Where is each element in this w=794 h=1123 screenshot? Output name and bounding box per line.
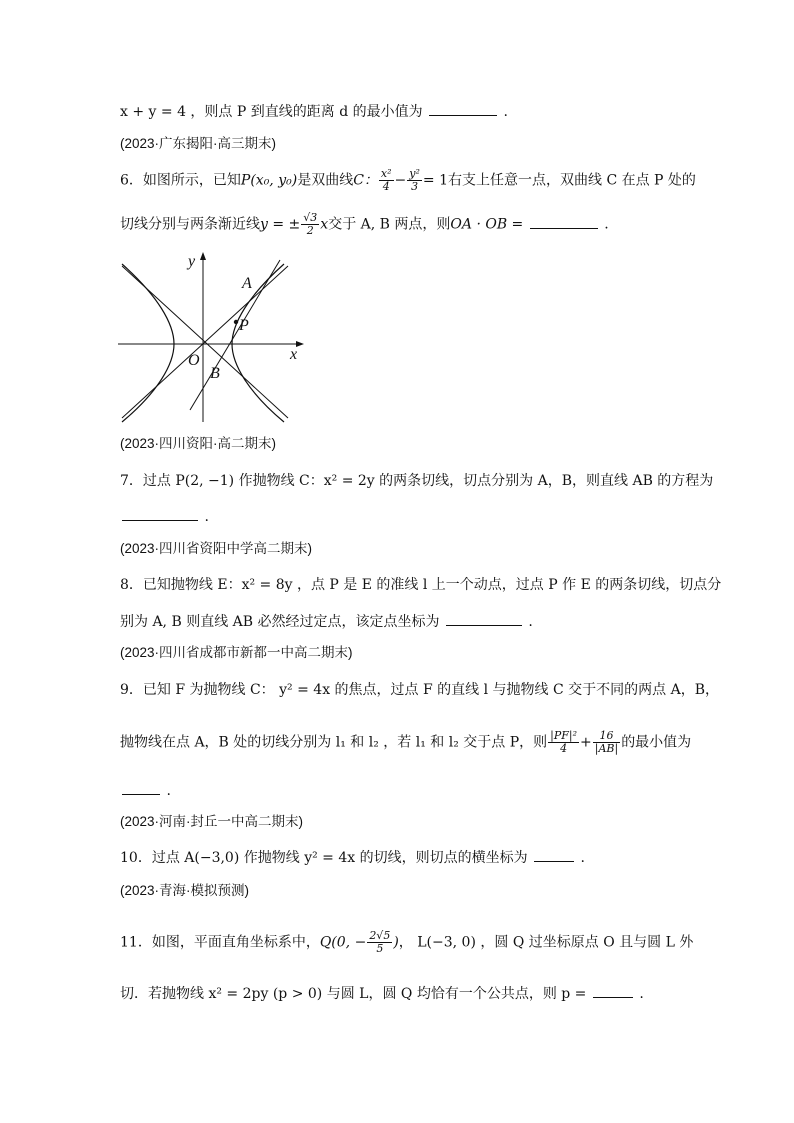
q9b-frac-2-den: |AB| [594, 742, 619, 755]
q6b-mid: 交于 A, B 两点，则 [328, 216, 451, 233]
q9b-frac-1-den: 4 [560, 742, 568, 755]
label-o: O [188, 352, 200, 369]
q6-mid: 是双曲线 [297, 172, 354, 189]
source-3: (2023·四川省资阳中学高二期末) [120, 541, 313, 556]
label-y: y [188, 253, 196, 270]
label-p: P [239, 317, 249, 334]
q11a-frac-num: 2√5 [369, 929, 391, 942]
q6b-dot-product: OA · OB = [450, 216, 524, 233]
answer-blank-11[interactable] [593, 983, 633, 998]
q6-frac-2-den: 3 [411, 180, 419, 193]
q6b-pre: 切线分别与两条渐近线 [120, 216, 260, 233]
question-9-line-1 [120, 680, 719, 700]
q7-text: 7．过点 P(2, −1) 作抛物线 C：x² = 2y 的两条切线，切点分别为 A，B，则直线 AB 的方程为 [120, 473, 714, 489]
q10-end: . [580, 850, 585, 866]
source-2: (2023·四川资阳·高二期末) [120, 436, 277, 451]
question-6-line-2 [120, 212, 609, 237]
hyperbola-figure [118, 252, 318, 428]
source-4: (2023·四川省成都市新都一中高二期末) [120, 645, 353, 660]
label-x: x [290, 346, 298, 363]
q9b-pre: 抛物线在点 A，B 处的切线分别为 l₁ 和 l₂ ，若 l₁ 和 l₂ 交于点 P，则 [120, 734, 548, 751]
q6-pre: 6．如图所示，已知 [120, 172, 241, 189]
q9b-frac-2-num: 16 [593, 730, 620, 743]
q6-point: P(x₀, y₀) [240, 172, 298, 189]
source-5: (2023·河南·封丘一中高二期末) [120, 814, 304, 829]
q6b-y: y = ± [260, 216, 301, 233]
q6b-x: x [320, 216, 329, 233]
q9b-frac-1-num: |PF|² [550, 729, 577, 742]
q6-frac-1-den: 4 [382, 180, 390, 193]
question-11-line-1 [120, 930, 693, 955]
q6-frac-2-num: y² [409, 167, 420, 180]
q7-end: . [204, 509, 209, 525]
q11a-pre: 11．如图，平面直角坐标系中， [120, 934, 320, 951]
q9b-frac-1 [548, 730, 579, 755]
q11a-q2: ) [393, 934, 399, 951]
q8b-end: . [528, 614, 533, 630]
q8a-text: 8．已知抛物线 E：x² = 8y ，点 P 是 E 的准线 l 上一个动点，过点 P 作 E 的两条切线，切点分 [120, 577, 722, 593]
question-7-answer [120, 506, 209, 527]
source-1: (2023·广东揭阳·高三期末) [120, 136, 277, 151]
hyperbola-figure-svg [118, 252, 318, 424]
question-9-line-2 [120, 730, 691, 755]
answer-blank-8[interactable] [446, 611, 522, 626]
hyperbola-left-branch [122, 264, 174, 422]
q10-text: 10．过点 A(−3,0) 作抛物线 y² = 4x 的切线，则切点的横坐标为 [120, 850, 528, 866]
q6b-frac [301, 212, 319, 237]
answer-blank-9[interactable] [122, 780, 160, 795]
q6-c: C： [353, 172, 378, 189]
q6-frac-2 [407, 168, 422, 193]
answer-blank-7[interactable] [122, 506, 198, 521]
q6b-frac-num: √3 [303, 211, 318, 224]
hyperbola-right-branch [232, 264, 284, 422]
q9b-frac-2 [593, 730, 620, 755]
question-7 [120, 471, 713, 491]
q11b-end: . [639, 986, 644, 1002]
question-11-line-2 [120, 983, 644, 1004]
q11a-l: ， L(−3, 0) ，圆 Q 过坐标原点 O 且与圆 L 外 [398, 934, 694, 951]
q5-end: . [503, 104, 508, 120]
q9c-end: . [166, 783, 171, 799]
question-9-answer [120, 780, 171, 801]
q9a-text: 9．已知 F 为抛物线 C： y² = 4x 的焦点，过点 F 的直线 l 与抛物线 C 交于不同的两点 A，B， [120, 682, 719, 698]
q11a-q: Q(0, − [319, 934, 367, 951]
question-10 [120, 847, 585, 868]
label-a: A [242, 275, 252, 292]
question-5-tail [120, 101, 508, 122]
q6-post: 右支上任意一点，双曲线 C 在点 P 处的 [448, 172, 696, 189]
q9b-post: 的最小值为 [621, 734, 692, 751]
answer-blank-6[interactable] [530, 214, 598, 229]
q6-minus: − [394, 172, 407, 189]
q11b-text: 切．若抛物线 x² = 2py (p > 0) 与圆 L，圆 Q 均恰有一个公共点，则 p = [120, 986, 587, 1002]
q6b-frac-den: 2 [306, 224, 314, 237]
q6-frac-1 [379, 168, 394, 193]
y-axis-arrow [200, 252, 206, 260]
x-axis-arrow [296, 341, 304, 347]
q6-frac-1-num: x² [380, 167, 392, 180]
answer-blank-5[interactable] [429, 101, 497, 116]
point-p [234, 320, 238, 324]
question-8-line-2 [120, 611, 533, 632]
q11a-frac [367, 930, 392, 955]
q6-eq: = 1 [422, 172, 448, 189]
label-b: B [210, 365, 220, 382]
question-6-line-1 [120, 168, 696, 193]
q9b-plus: + [580, 734, 592, 751]
q6b-end: . [604, 216, 609, 233]
q8b-text: 别为 A, B 则直线 AB 必然经过定点，该定点坐标为 [120, 614, 440, 630]
question-8-line-1 [120, 575, 721, 595]
q11a-frac-den: 5 [376, 942, 384, 955]
q5-text: x + y = 4 ，则点 P 到直线的距离 d 的最小值为 [120, 104, 423, 120]
answer-blank-10[interactable] [534, 847, 574, 862]
source-6: (2023·青海·模拟预测) [120, 883, 250, 898]
